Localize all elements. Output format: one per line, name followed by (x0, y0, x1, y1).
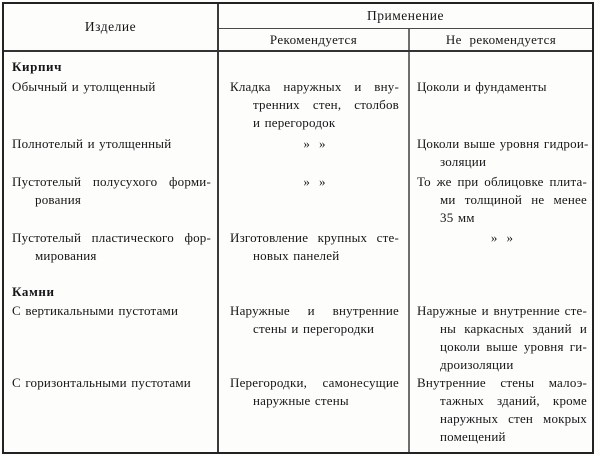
recommended-cell (217, 283, 408, 300)
table-row (4, 300, 592, 372)
header-application-subrow (219, 29, 592, 50)
text-line: новых панелей (253, 248, 340, 263)
text-line: ны каркасных зданий и (440, 321, 587, 336)
product-cell (4, 52, 217, 76)
text-line: и перегородок (253, 115, 336, 130)
header-application: Применение (219, 4, 592, 29)
recommended-cell (217, 171, 408, 227)
product-cell (4, 171, 217, 227)
text-line: Перегородки, самонесущие (230, 375, 399, 390)
section-header-row (4, 52, 592, 76)
text-line: Изготовление крупных сте- (230, 230, 399, 245)
product-cell (4, 372, 217, 452)
section-header-row (4, 283, 592, 300)
table-row (4, 171, 592, 227)
table-row (4, 133, 592, 171)
recommended-cell (217, 227, 408, 283)
text-line: рования (35, 192, 82, 207)
product-cell (4, 227, 217, 283)
recommended-cell (217, 76, 408, 133)
brick-application-table (2, 2, 594, 454)
table-row (4, 372, 592, 452)
not-recommended-cell (408, 52, 592, 76)
not-recommended-cell (408, 227, 592, 283)
product-cell (4, 283, 217, 300)
text-line: Кладка наружных и вну- (230, 79, 399, 94)
header-application-group (217, 4, 592, 50)
text-line: Цоколи и фундаменты (417, 79, 547, 94)
table-row (4, 227, 592, 283)
text-line: Внутренние стены малоэ- (417, 375, 587, 390)
text-line: цоколи выше уровня ги- (440, 339, 587, 354)
text-line: То же при облицовке плита- (417, 174, 587, 189)
text-line: Наружные и внутренние (230, 303, 399, 318)
product-cell (4, 133, 217, 171)
text-line: Кирпич (12, 59, 63, 74)
recommended-cell (217, 133, 408, 171)
text-line: 35 мм (440, 210, 475, 225)
text-line: Камни (12, 284, 55, 299)
header-not-recommended: Не рекомендуется (408, 29, 592, 50)
header-recommended: Рекомендуется (269, 31, 358, 47)
text-line: Полнотелый и утолщенный (12, 136, 172, 151)
text-line: стены и перегородки (253, 321, 375, 336)
text-line: Обычный и утолщенный (12, 79, 156, 94)
recommended-cell (217, 52, 408, 76)
text-line: С вертикальными пустотами (12, 303, 179, 318)
text-line: помещений (440, 429, 506, 444)
not-recommended-cell (408, 133, 592, 171)
text-line: С горизонтальными пустотами (12, 375, 191, 390)
text-line: наружных стен мокрых (440, 411, 587, 426)
not-recommended-cell (408, 171, 592, 227)
text-line: Пустотелый полусухого форми- (12, 174, 211, 189)
text-line: Цоколи выше уровня гидрои- (417, 136, 589, 151)
text-line: ми толщиной не менее (440, 192, 587, 207)
not-recommended-cell (408, 372, 592, 452)
header-product: Изделие (84, 19, 137, 34)
text-line: мирования (35, 248, 97, 263)
product-cell (4, 76, 217, 133)
product-cell (4, 300, 217, 372)
not-recommended-cell (408, 300, 592, 372)
ditto-mark: » » (303, 136, 326, 151)
not-recommended-cell (408, 283, 592, 300)
table-header (4, 4, 592, 52)
ditto-mark: » » (303, 174, 326, 189)
text-line: золяции (440, 154, 487, 169)
text-line: тренних стен, столбов (253, 97, 399, 112)
recommended-cell (217, 300, 408, 372)
table-row (4, 76, 592, 133)
text-line: тажных зданий, кроме (440, 393, 587, 408)
text-line: Пустотелый пластического фор- (12, 230, 211, 245)
text-line: наружные стены (253, 393, 349, 408)
ditto-mark: » » (490, 230, 514, 245)
recommended-cell (217, 372, 408, 452)
not-recommended-cell (408, 76, 592, 133)
table-body (4, 52, 592, 452)
text-line: Наружные и внутренние сте- (417, 303, 587, 318)
text-line: дроизоляции (440, 357, 514, 372)
